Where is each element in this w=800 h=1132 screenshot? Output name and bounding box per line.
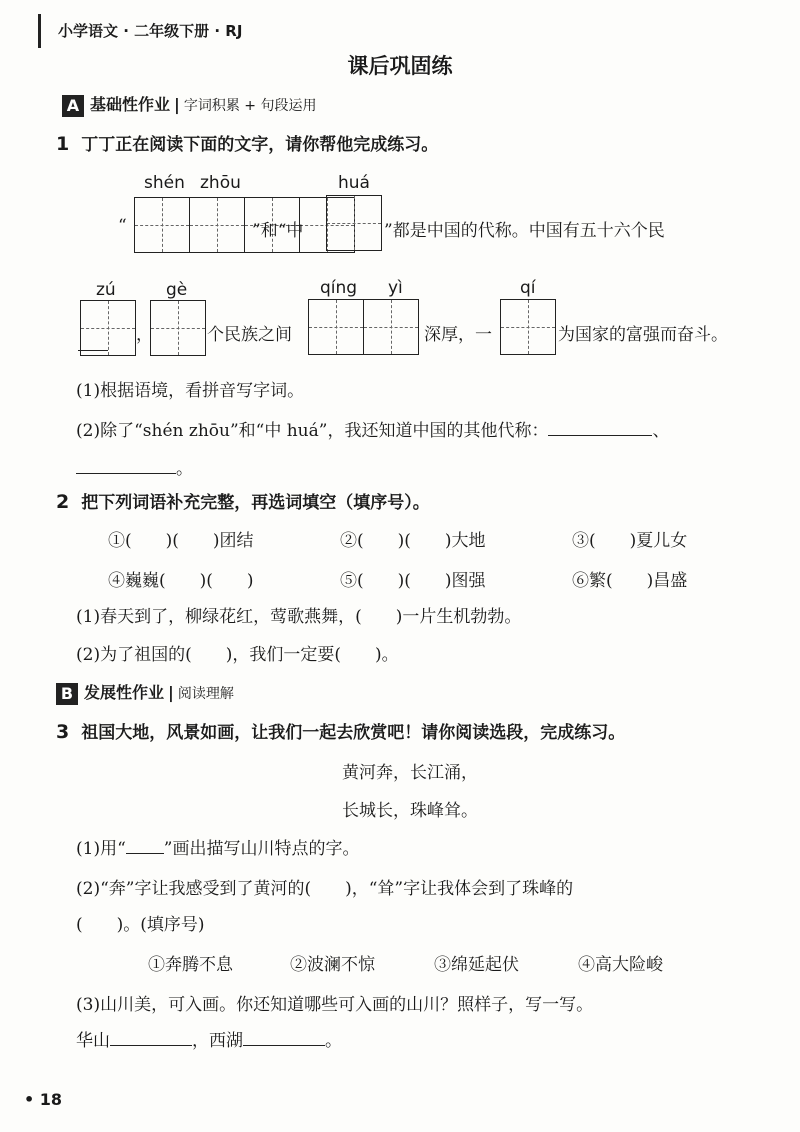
q3-option-1: ①奔腾不息: [148, 955, 233, 975]
q3-sub3-a: 华山: [76, 1031, 110, 1051]
q1-sub2-text: (2)除了“shén zhōu”和“中 huá”，我还知道中国的其他代称：: [76, 421, 549, 441]
q3-option-4: ④高大险峻: [578, 955, 663, 975]
header-bar: [38, 14, 41, 48]
char-cell[interactable]: [364, 300, 418, 354]
q2-number: 2: [56, 491, 70, 513]
q3-sub3-answer: [76, 1026, 342, 1051]
pinyin-ge: gè: [166, 280, 188, 300]
char-grid-shenzhou[interactable]: [134, 197, 355, 253]
section-a-heading: [62, 92, 317, 117]
q3-sub1: [76, 834, 359, 859]
char-grid-ge[interactable]: [150, 300, 206, 356]
q3-sub3-c: 。: [325, 1031, 342, 1051]
char-cell[interactable]: [135, 198, 190, 252]
answer-blank[interactable]: [243, 1045, 325, 1046]
char-cell[interactable]: [81, 301, 135, 355]
q1-text: 丁丁正在阅读下面的文字，请你帮他完成练习。: [81, 135, 439, 155]
page-title: 课后巩固练: [347, 54, 453, 78]
pinyin-qing: qíng: [320, 278, 358, 298]
char-cell[interactable]: [190, 198, 245, 252]
row2-seg1: 个民族之间: [207, 325, 292, 345]
q3-number: 3: [56, 721, 70, 743]
q2-item-2: ②( )( )大地: [340, 531, 486, 551]
q1-sub2-end: 。: [176, 459, 193, 479]
char-grid-zu[interactable]: [80, 300, 136, 356]
pinyin-qi: qí: [520, 278, 536, 298]
answer-blank[interactable]: [126, 853, 164, 854]
q1-number: 1: [56, 133, 70, 155]
section-a-divider: |: [174, 95, 180, 114]
char-grid-qingyi[interactable]: [308, 299, 419, 355]
section-a-badge: A: [62, 95, 84, 117]
section-b-badge: B: [56, 683, 78, 705]
q3-option-3: ③绵延起伏: [434, 955, 519, 975]
pinyin-yi: yì: [388, 278, 403, 298]
q2-item-5: ⑤( )( )图强: [340, 571, 486, 591]
answer-blank[interactable]: [548, 435, 652, 436]
q2-item-3: ③( )夏儿女: [572, 531, 688, 551]
q2-heading: [56, 488, 430, 513]
q1-sub1: (1)根据语境，看拼音写字词。: [76, 381, 305, 401]
section-b-divider: |: [168, 683, 174, 702]
pinyin-zhou: zhōu: [200, 173, 241, 193]
section-a-sub: 字词积累 + 句段运用: [183, 98, 317, 114]
q3-heading: [56, 718, 625, 743]
row1-mid-text: ”和“中: [252, 221, 304, 241]
pinyin-zu: zú: [96, 280, 116, 300]
q3-sub3: (3)山川美，可入画。你还知道哪些可入画的山川？照样子，写一写。: [76, 995, 594, 1015]
book-header: 小学语文 · 二年级下册 · RJ: [58, 22, 243, 40]
pinyin-shen: shén: [144, 173, 185, 193]
char-cell[interactable]: [151, 301, 205, 355]
char-cell[interactable]: [309, 300, 364, 354]
q3-option-2: ②波澜不惊: [290, 955, 375, 975]
char-cell[interactable]: [327, 196, 381, 250]
char-cell[interactable]: [501, 300, 555, 354]
q2-sub1: (1)春天到了，柳绿花红，莺歌燕舞，( )一片生机勃勃。: [76, 607, 522, 627]
row2-seg3: 为国家的富强而奋斗。: [558, 325, 728, 345]
q3-sub1-b: ”画出描写山川特点的字。: [163, 839, 360, 859]
poem-line-2: 长城长，珠峰耸。: [342, 801, 478, 821]
section-a-name: 基础性作业: [90, 95, 171, 114]
q2-text: 把下列词语补充完整，再选词填空（填序号）。: [81, 493, 430, 513]
row2-comma: ，: [136, 325, 153, 345]
q3-sub2-line1: (2)“奔”字让我感受到了黄河的( )，“耸”字让我体会到了珠峰的: [76, 879, 574, 899]
section-b-heading: [56, 680, 234, 705]
q2-sub2: (2)为了祖国的( )，我们一定要( )。: [76, 645, 399, 665]
pinyin-hua: huá: [338, 173, 370, 193]
row2-seg2: 深厚，一: [424, 325, 492, 345]
q2-item-6: ⑥繁( )昌盛: [572, 571, 688, 591]
answer-blank[interactable]: [110, 1045, 192, 1046]
q3-sub2-line2: ( )。(填序号): [76, 915, 205, 935]
char-grid-hua[interactable]: [326, 195, 382, 251]
row1-tail-text: ”都是中国的代称。中国有五十六个民: [384, 221, 665, 241]
q1-sub2-cont: [76, 454, 193, 479]
q2-item-1: ①( )( )团结: [108, 531, 254, 551]
q3-sub3-b: ，西湖: [192, 1031, 243, 1051]
section-b-name: 发展性作业: [84, 683, 165, 702]
q1-heading: [56, 130, 438, 155]
char-grid-qi[interactable]: [500, 299, 556, 355]
q2-item-4: ④巍巍( )( ): [108, 571, 254, 591]
q1-sub2: [76, 416, 669, 441]
answer-blank[interactable]: [76, 473, 176, 474]
poem-line-1: 黄河奔，长江涌，: [342, 763, 478, 783]
q3-sub1-a: (1)用“: [76, 839, 126, 859]
section-b-sub: 阅读理解: [177, 686, 234, 702]
open-quote: “: [118, 216, 127, 236]
q3-text: 祖国大地，风景如画，让我们一起去欣赏吧！请你阅读选段，完成练习。: [81, 723, 626, 743]
page-number: • 18: [24, 1090, 63, 1109]
q1-sub2-sep: 、: [652, 421, 670, 441]
